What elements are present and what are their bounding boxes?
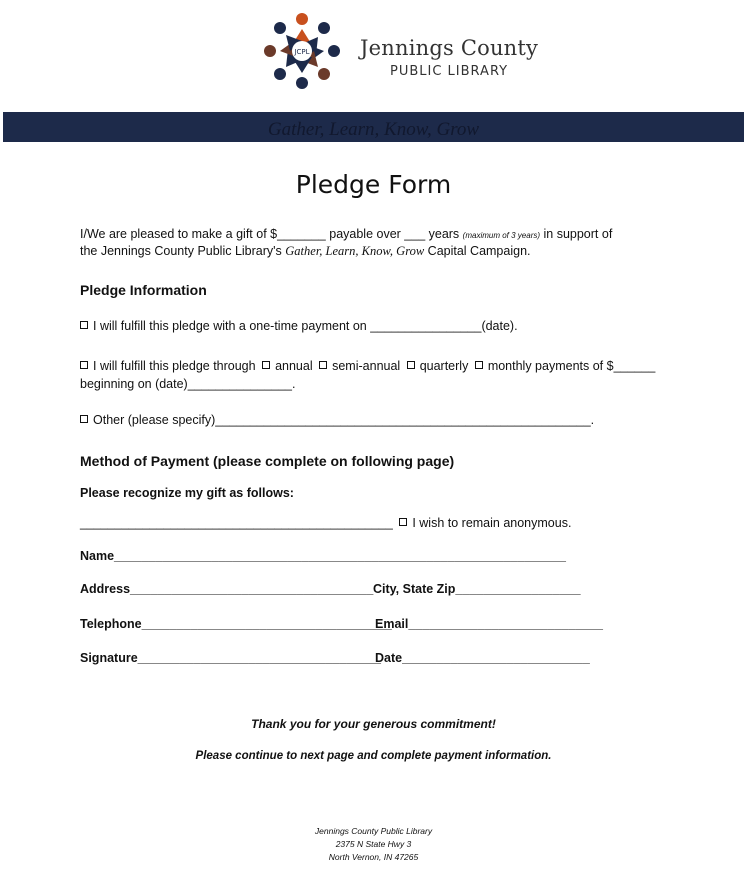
- name-field[interactable]: Name_________________________________________________________________: [80, 549, 566, 563]
- city-field[interactable]: City, State Zip__________________: [373, 582, 581, 596]
- intro-campaign: Gather, Learn, Know, Grow: [285, 244, 425, 258]
- recognize-row: [80, 515, 571, 532]
- continue-text: Please continue to next page and complete payment information.: [195, 750, 552, 762]
- banner-text: Gather, Learn, Know, Grow: [267, 119, 480, 140]
- thanks-text: Thank you for your generous commitment!: [251, 717, 496, 731]
- pledge-option-one-time[interactable]: [80, 318, 518, 335]
- pledge-option3-text: Other (please specify)______________________________________________________.: [93, 413, 595, 427]
- org-subtitle: PUBLIC LIBRARY: [390, 64, 509, 79]
- footer-line1: Jennings County Public Library: [314, 826, 433, 836]
- address-field[interactable]: Address___________________________________: [80, 582, 374, 596]
- checkbox-icon[interactable]: [80, 361, 88, 369]
- org-name: Jennings County: [360, 36, 539, 60]
- recognize-line[interactable]: _____________________________________________: [80, 516, 393, 530]
- org-block: [360, 36, 538, 79]
- intro-note: (maximum of 3 years): [462, 231, 541, 240]
- checkbox-icon[interactable]: [80, 321, 88, 329]
- option-monthly: monthly payments of $______: [487, 359, 656, 373]
- payment-heading: Method of Payment (please complete on following page): [80, 453, 455, 469]
- telephone-field[interactable]: Telephone____________________________________: [80, 617, 392, 631]
- library-logo-icon: [262, 11, 342, 91]
- option-quarterly: quarterly: [419, 359, 469, 373]
- checkbox-quarterly-icon[interactable]: [407, 361, 415, 369]
- pledge-option-recurring: [80, 358, 655, 375]
- pledge-option2-line2: beginning on (date)_______________.: [80, 377, 296, 391]
- intro-line-2: [80, 243, 531, 260]
- email-field[interactable]: Email____________________________: [375, 617, 604, 631]
- anonymous-label: I wish to remain anonymous.: [412, 516, 572, 530]
- footer-line3: North Vernon, IN 47265: [328, 852, 419, 862]
- logo-text: JCPL: [294, 48, 310, 56]
- page-title: Pledge Form: [295, 170, 452, 199]
- pledge-option1-text: I will fulfill this pledge with a one-time payment on ________________(date).: [93, 319, 518, 333]
- checkbox-annual-icon[interactable]: [262, 361, 270, 369]
- recognize-label: Please recognize my gift as follows:: [80, 486, 294, 500]
- footer-address: [0, 825, 747, 864]
- checkbox-anonymous-icon[interactable]: [399, 518, 407, 526]
- campaign-banner: [3, 112, 744, 142]
- footer-line2: 2375 N State Hwy 3: [335, 839, 412, 849]
- pledge-option-other[interactable]: [80, 412, 594, 429]
- intro-line2-b: Capital Campaign.: [424, 244, 531, 258]
- option-annual: annual: [275, 359, 313, 373]
- checkbox-semi-annual-icon[interactable]: [319, 361, 327, 369]
- pledge-option2-text: I will fulfill this pledge through: [93, 359, 256, 373]
- intro-line2-a: the Jennings County Public Library's: [80, 244, 286, 258]
- intro-line1-b: in support of: [540, 227, 613, 241]
- date-field[interactable]: Date___________________________: [375, 651, 590, 665]
- checkbox-monthly-icon[interactable]: [475, 361, 483, 369]
- intro-line1-a: I/We are pleased to make a gift of $_______ payable over ___ years: [80, 227, 460, 241]
- checkbox-icon[interactable]: [80, 415, 88, 423]
- pledge-info-heading: Pledge Information: [80, 282, 207, 298]
- intro-line-1: [80, 226, 612, 244]
- option-semi-annual: semi-annual: [332, 359, 401, 373]
- signature-field[interactable]: Signature___________________________________: [80, 651, 381, 665]
